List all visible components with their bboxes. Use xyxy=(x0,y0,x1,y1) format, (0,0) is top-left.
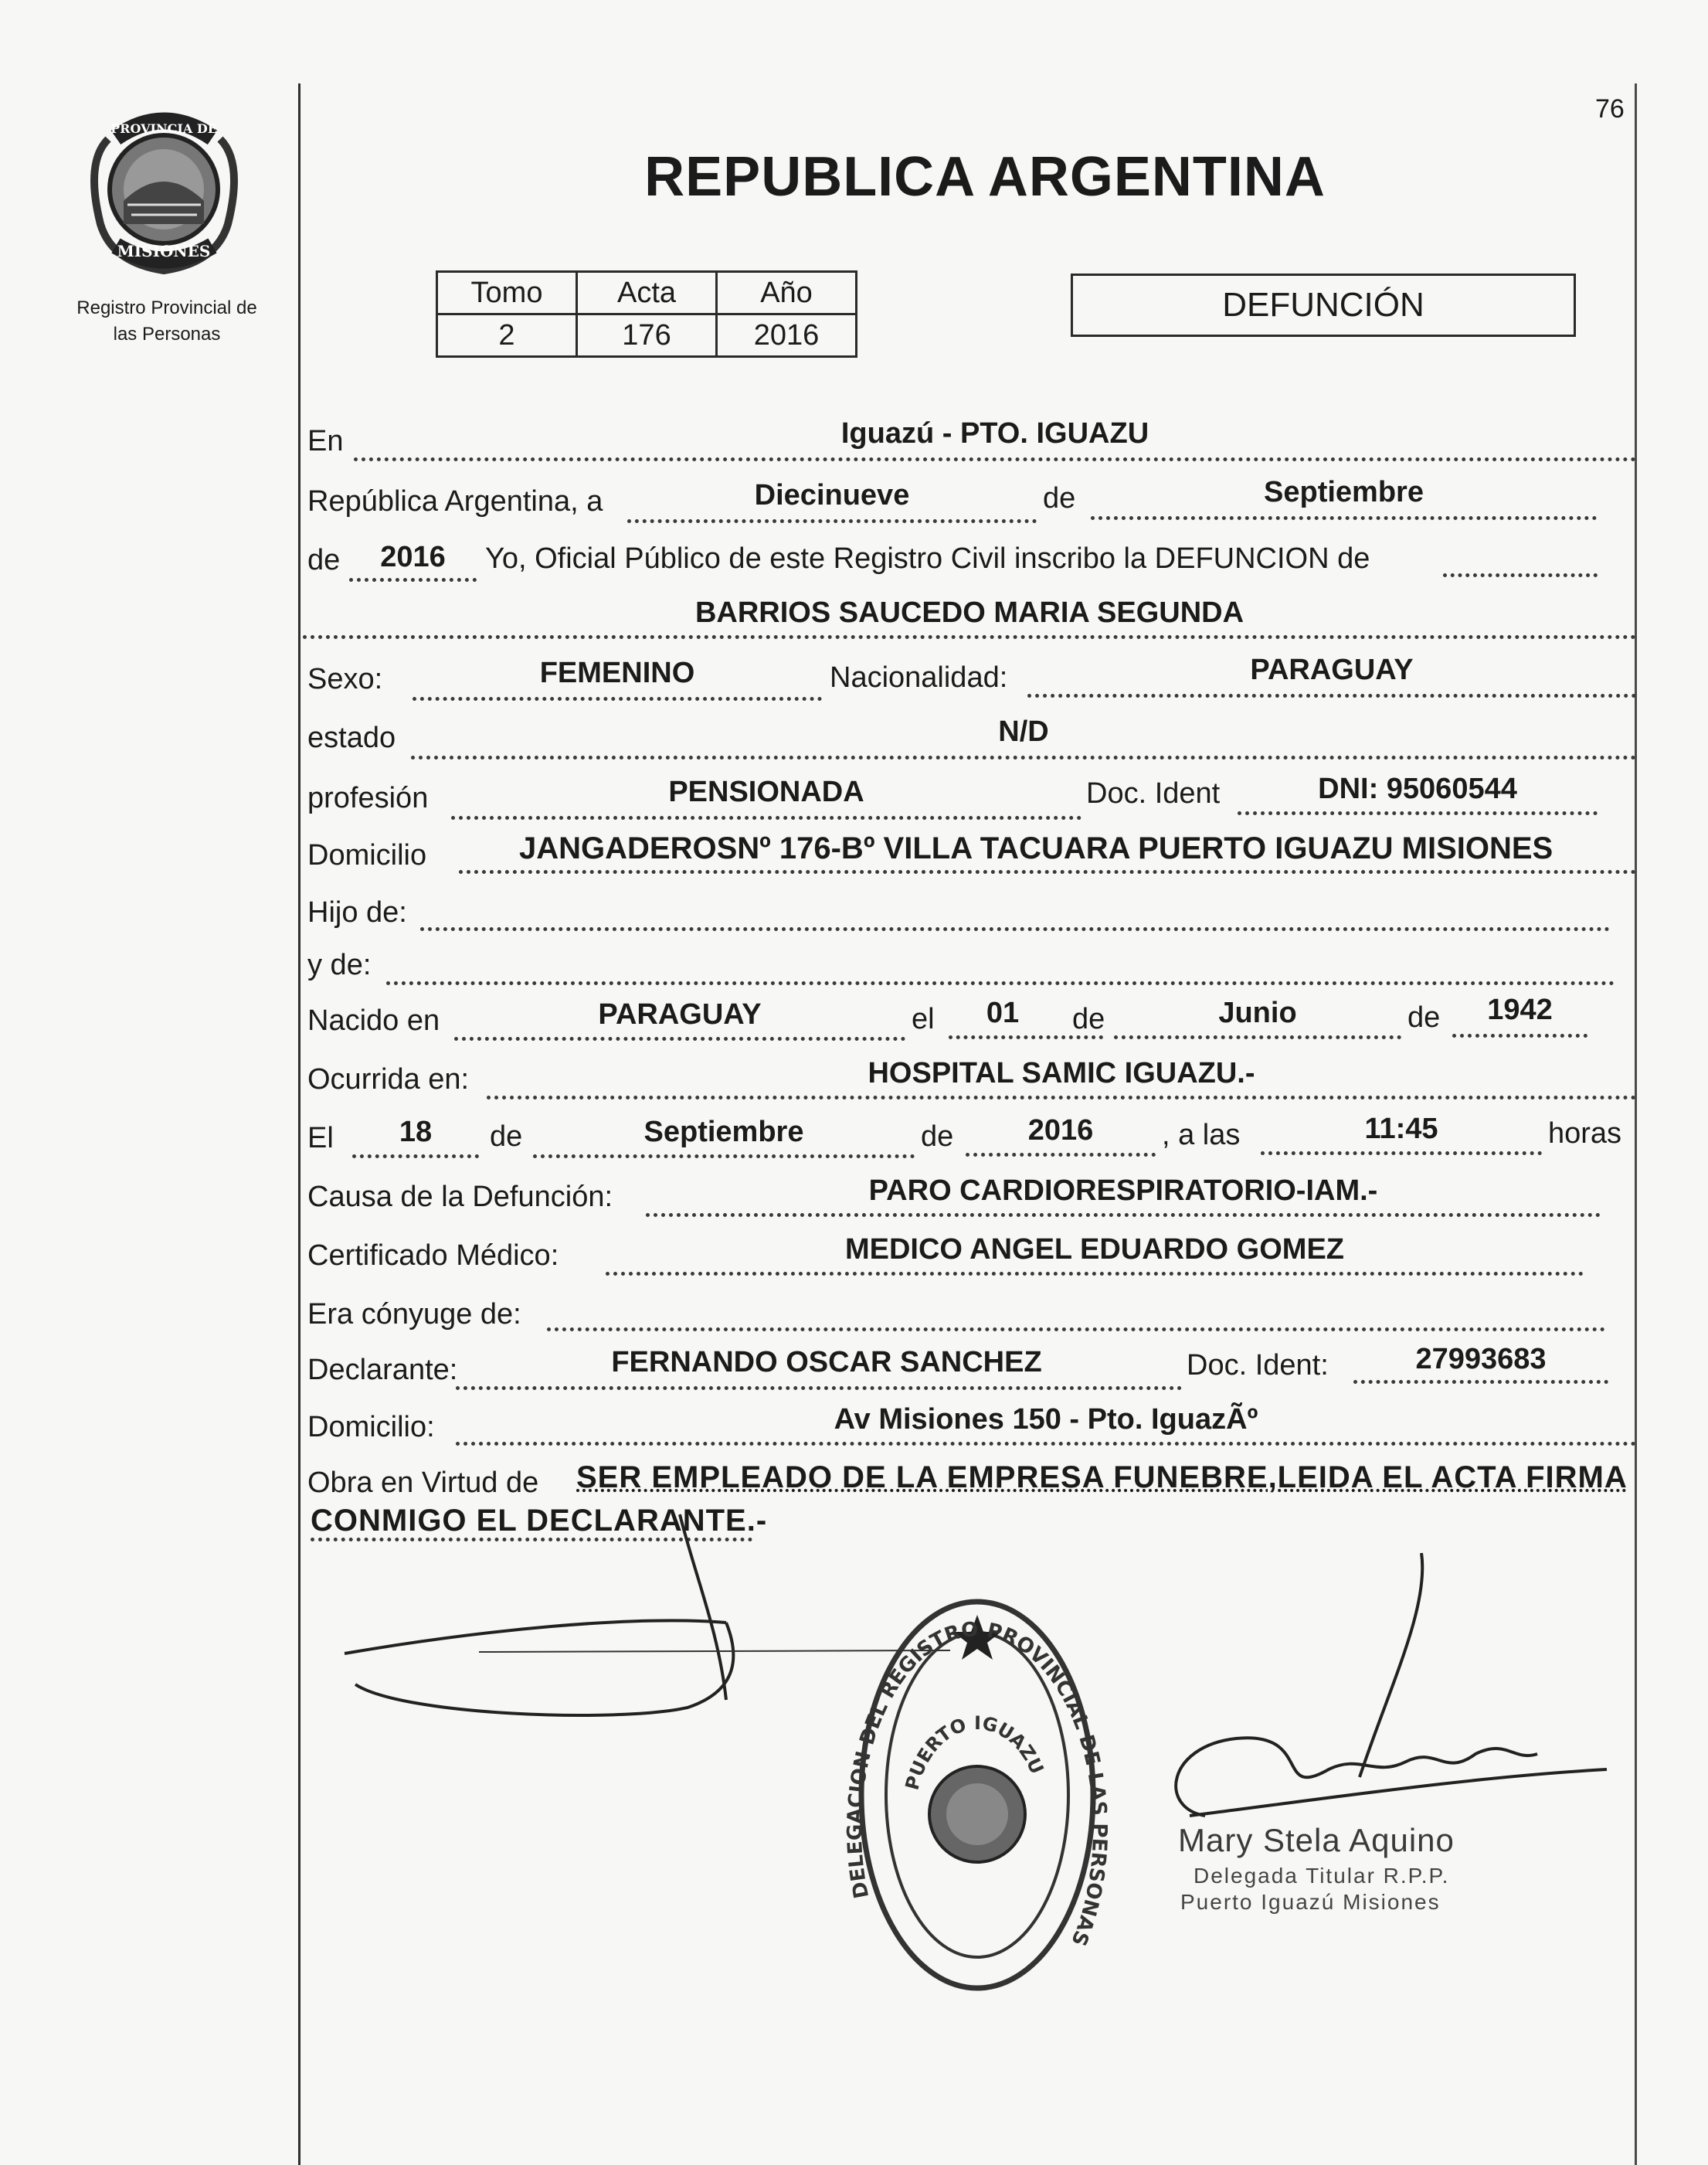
value-mes: Septiembre xyxy=(1264,476,1424,508)
document-title: REPUBLICA ARGENTINA xyxy=(644,146,1326,208)
page-number: 76 xyxy=(1595,94,1625,124)
signature-role: Delegada Titular R.P.P. xyxy=(1194,1864,1450,1888)
value-doc: DNI: 95060544 xyxy=(1318,773,1517,805)
stamp-inner-text: PUERTO IGUAZU xyxy=(901,1711,1048,1793)
value-declarante-doc: 27993683 xyxy=(1415,1343,1547,1375)
label-nacido-en: Nacido en xyxy=(307,1004,440,1037)
label-republica: República Argentina, a xyxy=(307,485,603,518)
value-nacionalidad: PARAGUAY xyxy=(1250,654,1414,686)
value-nac-anio: 1942 xyxy=(1487,994,1553,1026)
value-estado: N/D xyxy=(998,715,1049,748)
value-obra-line-1: SER EMPLEADO DE LA EMPRESA FUNEBRE,LEIDA EL ACTA FIRMA xyxy=(576,1460,1628,1494)
value-domicilio: JANGADEROSNº 176-Bº VILLA TACUARA PUERTO IGUAZU MISIONES xyxy=(519,831,1553,865)
value-nacido-en: PARAGUAY xyxy=(598,998,762,1031)
value-def-hora: 11:45 xyxy=(1364,1113,1438,1145)
crest-text-top: PROVINCIA DE xyxy=(110,121,217,136)
tomo-value: 2 xyxy=(437,314,577,357)
label-hijo-de: Hijo de: xyxy=(307,896,407,929)
label-de-nac-mes: de xyxy=(1072,1003,1105,1035)
label-declarante: Declarante: xyxy=(307,1354,458,1386)
label-de-mes: de xyxy=(1043,482,1076,515)
label-domicilio-2: Domicilio: xyxy=(307,1411,435,1443)
label-y-de: y de: xyxy=(307,949,372,981)
value-certificado: MEDICO ANGEL EDUARDO GOMEZ xyxy=(844,1233,1345,1266)
label-a-las: , a las xyxy=(1162,1119,1241,1151)
stamp-outer-text: DELEGACION DEL REGISTRO PROVINCIAL DE LAS PERSONAS xyxy=(843,1617,1112,1949)
value-declarante-domicilio: Av Misiones 150 - Pto. IguazÃº xyxy=(834,1403,1258,1436)
label-obra: Obra en Virtud de xyxy=(307,1467,539,1499)
value-nombre: BARRIOS SAUCEDO MARIA SEGUNDA xyxy=(694,596,1244,629)
label-doc-ident: Doc. Ident xyxy=(1086,777,1221,810)
label-de-def-mes: de xyxy=(490,1120,523,1153)
registry-line-1: Registro Provincial de xyxy=(76,297,257,318)
tomo-label: Tomo xyxy=(437,272,577,314)
signature-name: Mary Stela Aquino xyxy=(1178,1822,1455,1858)
label-certificado: Certificado Médico: xyxy=(307,1239,559,1272)
label-causa: Causa de la Defunción: xyxy=(307,1181,613,1213)
label-ocurrida-en: Ocurrida en: xyxy=(307,1063,470,1096)
record-type: DEFUNCIÓN xyxy=(1071,274,1576,337)
label-conyuge: Era cónyuge de: xyxy=(307,1298,521,1331)
value-def-mes: Septiembre xyxy=(643,1116,804,1148)
label-de-nac-anio: de xyxy=(1407,1001,1441,1034)
label-yo: Yo, Oficial Público de este Registro Civil inscribo la DEFUNCION de xyxy=(485,542,1370,575)
value-anio: 2016 xyxy=(380,541,446,573)
value-def-anio: 2016 xyxy=(1027,1114,1094,1147)
label-sexo: Sexo: xyxy=(307,663,383,695)
value-nac-mes: Junio xyxy=(1218,997,1297,1029)
value-def-dia: 18 xyxy=(399,1116,433,1148)
label-nacionalidad: Nacionalidad: xyxy=(830,661,1008,694)
label-doc-ident-2: Doc. Ident: xyxy=(1187,1349,1329,1382)
crest-text-bottom: MISIONES xyxy=(117,242,211,260)
value-declarante: FERNANDO OSCAR SANCHEZ xyxy=(611,1346,1042,1378)
anio-value: 2016 xyxy=(717,314,857,357)
label-estado: estado xyxy=(307,722,396,754)
label-profesion: profesión xyxy=(307,782,429,814)
value-ocurrida-en: HOSPITAL SAMIC IGUAZU.- xyxy=(868,1057,1255,1089)
value-sexo: FEMENINO xyxy=(539,657,695,689)
signature-location: Puerto Iguazú Misiones xyxy=(1180,1890,1441,1914)
label-el: el xyxy=(912,1003,935,1035)
label-domicilio: Domicilio xyxy=(307,839,427,872)
value-profesion: PENSIONADA xyxy=(668,776,864,808)
label-horas: horas xyxy=(1548,1117,1622,1150)
label-El: El xyxy=(307,1122,334,1154)
acta-label: Acta xyxy=(577,272,717,314)
value-obra-line-2: CONMIGO EL DECLARANTE.- xyxy=(311,1504,768,1538)
value-dia: Diecinueve xyxy=(754,479,910,512)
value-causa: PARO CARDIORESPIRATORIO-IAM.- xyxy=(868,1174,1378,1207)
label-en: En xyxy=(307,425,344,457)
label-de-def-anio: de xyxy=(921,1120,954,1153)
acta-value: 176 xyxy=(577,314,717,357)
anio-label: Año xyxy=(717,272,857,314)
value-lugar: Iguazú - PTO. IGUAZU xyxy=(840,417,1149,450)
value-nac-dia: 01 xyxy=(986,997,1020,1029)
registry-line-2: las Personas xyxy=(113,324,221,345)
label-de-anio: de xyxy=(307,544,341,576)
